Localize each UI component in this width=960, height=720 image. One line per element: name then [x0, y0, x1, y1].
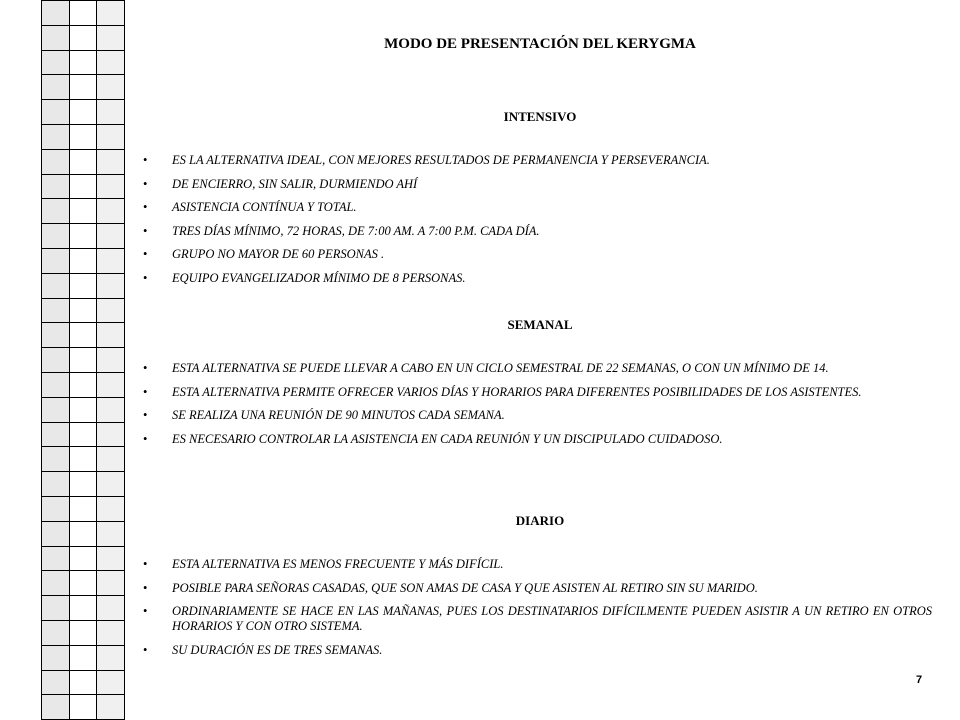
- grid-horizontal-line: [42, 198, 124, 199]
- grid-horizontal-line: [42, 298, 124, 299]
- semanal-list: [140, 361, 932, 455]
- list-item: • ASISTENCIA CONTÍNUA Y TOTAL.: [140, 200, 932, 215]
- grid-horizontal-line: [42, 149, 124, 150]
- grid-horizontal-line: [42, 422, 124, 423]
- grid-horizontal-line: [42, 273, 124, 274]
- grid-horizontal-line: [42, 694, 124, 695]
- grid-horizontal-line: [42, 546, 124, 547]
- list-item: • ES LA ALTERNATIVA IDEAL, CON MEJORES RESULTADOS DE PERMANENCIA Y PERSEVERANCIA.: [140, 153, 932, 168]
- grid-horizontal-line: [42, 595, 124, 596]
- grid-horizontal-line: [42, 99, 124, 100]
- grid-horizontal-line: [42, 124, 124, 125]
- grid-horizontal-line: [42, 0, 124, 1]
- intensivo-list: [140, 153, 932, 294]
- grid-vertical-line: [69, 0, 70, 720]
- grid-horizontal-line: [42, 496, 124, 497]
- grid-horizontal-line: [42, 570, 124, 571]
- grid-vertical-line: [96, 0, 97, 720]
- grid-horizontal-line: [42, 347, 124, 348]
- list-item: • ESTA ALTERNATIVA ES MENOS FRECUENTE Y MÁS DIFÍCIL.: [140, 557, 932, 572]
- section-heading-diario: DIARIO: [515, 513, 565, 528]
- list-item: • TRES DÍAS MÍNIMO, 72 HORAS, DE 7:00 AM. A 7:00 P.M. CADA DÍA.: [140, 224, 932, 239]
- grid-horizontal-line: [42, 397, 124, 398]
- grid-horizontal-line: [42, 322, 124, 323]
- section-heading-semanal: SEMANAL: [507, 317, 573, 332]
- list-item: • DE ENCIERRO, SIN SALIR, DURMIENDO AHÍ: [140, 177, 932, 192]
- grid-horizontal-line: [42, 446, 124, 447]
- grid-horizontal-line: [42, 50, 124, 51]
- grid-horizontal-line: [42, 248, 124, 249]
- list-item: • ES NECESARIO CONTROLAR LA ASISTENCIA EN CADA REUNIÓN Y UN DISCIPULADO CUIDADOSO.: [140, 432, 932, 447]
- page-title: MODO DE PRESENTACIÓN DEL KERYGMA: [384, 36, 696, 52]
- grid-horizontal-line: [42, 471, 124, 472]
- grid-horizontal-line: [42, 620, 124, 621]
- list-item: • SU DURACIÓN ES DE TRES SEMANAS.: [140, 643, 932, 658]
- section-heading-intensivo: INTENSIVO: [503, 109, 577, 124]
- grid-horizontal-line: [42, 372, 124, 373]
- list-item: • ESTA ALTERNATIVA PERMITE OFRECER VARIOS DÍAS Y HORARIOS PARA DIFERENTES POSIBILIDADES DE LOS ASISTENTES.: [140, 385, 932, 400]
- list-item: • ORDINARIAMENTE SE HACE EN LAS MAÑANAS, PUES LOS DESTINATARIOS DIFÍCILMENTE PUEDEN ASISTIR A UN RETIRO EN OTROS HORARIOS Y CON OTRO SISTEMA.: [140, 604, 932, 634]
- grid-horizontal-line: [42, 521, 124, 522]
- diario-list: [140, 557, 932, 666]
- list-item: • SE REALIZA UNA REUNIÓN DE 90 MINUTOS CADA SEMANA.: [140, 408, 932, 423]
- page-number: 7: [916, 674, 923, 686]
- list-item: • EQUIPO EVANGELIZADOR MÍNIMO DE 8 PERSONAS.: [140, 271, 932, 286]
- grid-horizontal-line: [42, 25, 124, 26]
- left-grid-decoration: [41, 0, 125, 720]
- grid-horizontal-line: [42, 645, 124, 646]
- list-item: • POSIBLE PARA SEÑORAS CASADAS, QUE SON AMAS DE CASA Y QUE ASISTEN AL RETIRO SIN SU MARIDO.: [140, 581, 932, 596]
- grid-horizontal-line: [42, 223, 124, 224]
- grid-horizontal-line: [42, 670, 124, 671]
- list-item: • GRUPO NO MAYOR DE 60 PERSONAS .: [140, 247, 932, 262]
- grid-horizontal-line: [42, 174, 124, 175]
- list-item: • ESTA ALTERNATIVA SE PUEDE LLEVAR A CABO EN UN CICLO SEMESTRAL DE 22 SEMANAS, O CON UN MÍNIMO DE 14.: [140, 361, 932, 376]
- grid-horizontal-line: [42, 74, 124, 75]
